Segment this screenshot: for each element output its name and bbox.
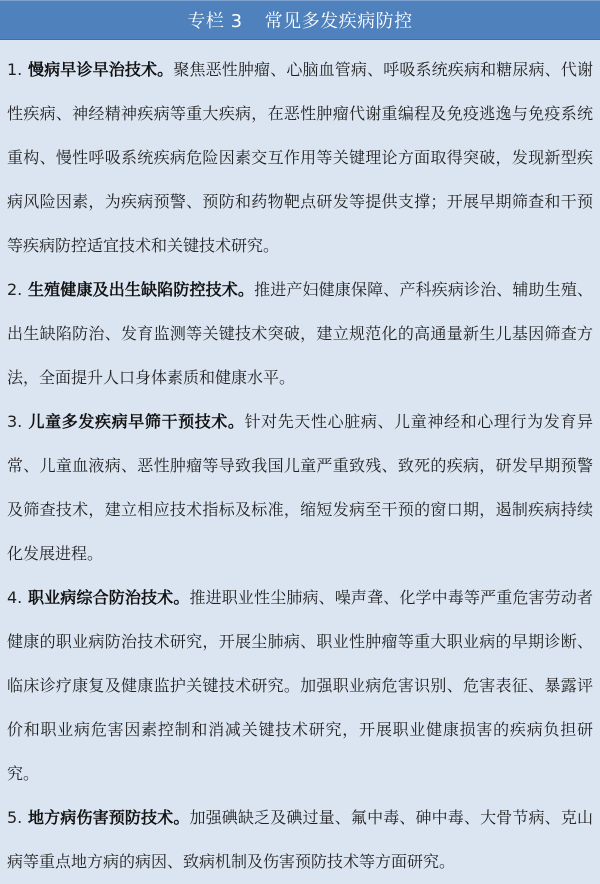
item-heading: 生殖健康及出生缺陷防控技术。 <box>27 280 255 299</box>
item-heading: 地方病伤害预防技术。 <box>27 808 190 827</box>
item-number: 3. <box>7 412 23 431</box>
item-number: 1. <box>7 60 23 79</box>
item-number: 4. <box>7 588 23 607</box>
item-heading: 慢病早诊早治技术。 <box>27 60 174 79</box>
list-item <box>7 48 593 268</box>
list-item <box>7 268 593 400</box>
item-text: 聚焦恶性肿瘤、心脑血管病、呼吸系统疾病和糖尿病、代谢性疾病、神经精神疾病等重大疾病，在恶性肿瘤代谢重编程及免疫逃逸与免疫系统重构、慢性呼吸系统疾病危险因素交互作用等关键理论方面取得突破，发现新型疾病风险因素，为疾病预警、预防和药物靶点研发等提供支撑；开展早期筛查和干预等疾病防控适宜技术和关键技术研究。 <box>7 60 593 255</box>
list-item <box>7 576 593 796</box>
item-text: 推进职业性尘肺病、噪声聋、化学中毒等严重危害劳动者健康的职业病防治技术研究，开展尘肺病、职业性肿瘤等重大职业病的早期诊断、临床诊疗康复及健康监护关键技术研究。加强职业病危害识别、危害表征、暴露评价和职业病危害因素控制和消减关键技术研究，开展职业健康损害的疾病负担研究。 <box>7 588 593 783</box>
item-text: 针对先天性心脏病、儿童神经和心理行为发育异常、儿童血液病、恶性肿瘤等导致我国儿童严重致残、致死的疾病，研发早期预警及筛查技术，建立相应技术指标及标准，缩短发病至干预的窗口期，遏制疾病持续化发展进程。 <box>7 412 593 563</box>
column-title: 常见多发疾病防控 <box>264 11 413 32</box>
item-heading: 职业病综合防治技术。 <box>27 588 190 607</box>
item-number: 2. <box>7 280 23 299</box>
list-item <box>7 400 593 576</box>
item-text: 推进产妇健康保障、产科疾病诊治、辅助生殖、出生缺陷防治、发育监测等关键技术突破，建立规范化的高通量新生儿基因筛查方法，全面提升人口身体素质和健康水平。 <box>7 280 593 387</box>
item-number: 5. <box>7 808 23 827</box>
list-item <box>7 796 593 884</box>
column-number-label: 专栏 3 <box>187 11 243 32</box>
column-header <box>0 0 600 40</box>
item-heading: 儿童多发疾病早筛干预技术。 <box>27 412 245 431</box>
column-body <box>0 40 600 884</box>
item-text: 加强碘缺乏及碘过量、氟中毒、砷中毒、大骨节病、克山病等重点地方病的病因、致病机制及伤害预防技术等方面研究。 <box>7 808 593 871</box>
